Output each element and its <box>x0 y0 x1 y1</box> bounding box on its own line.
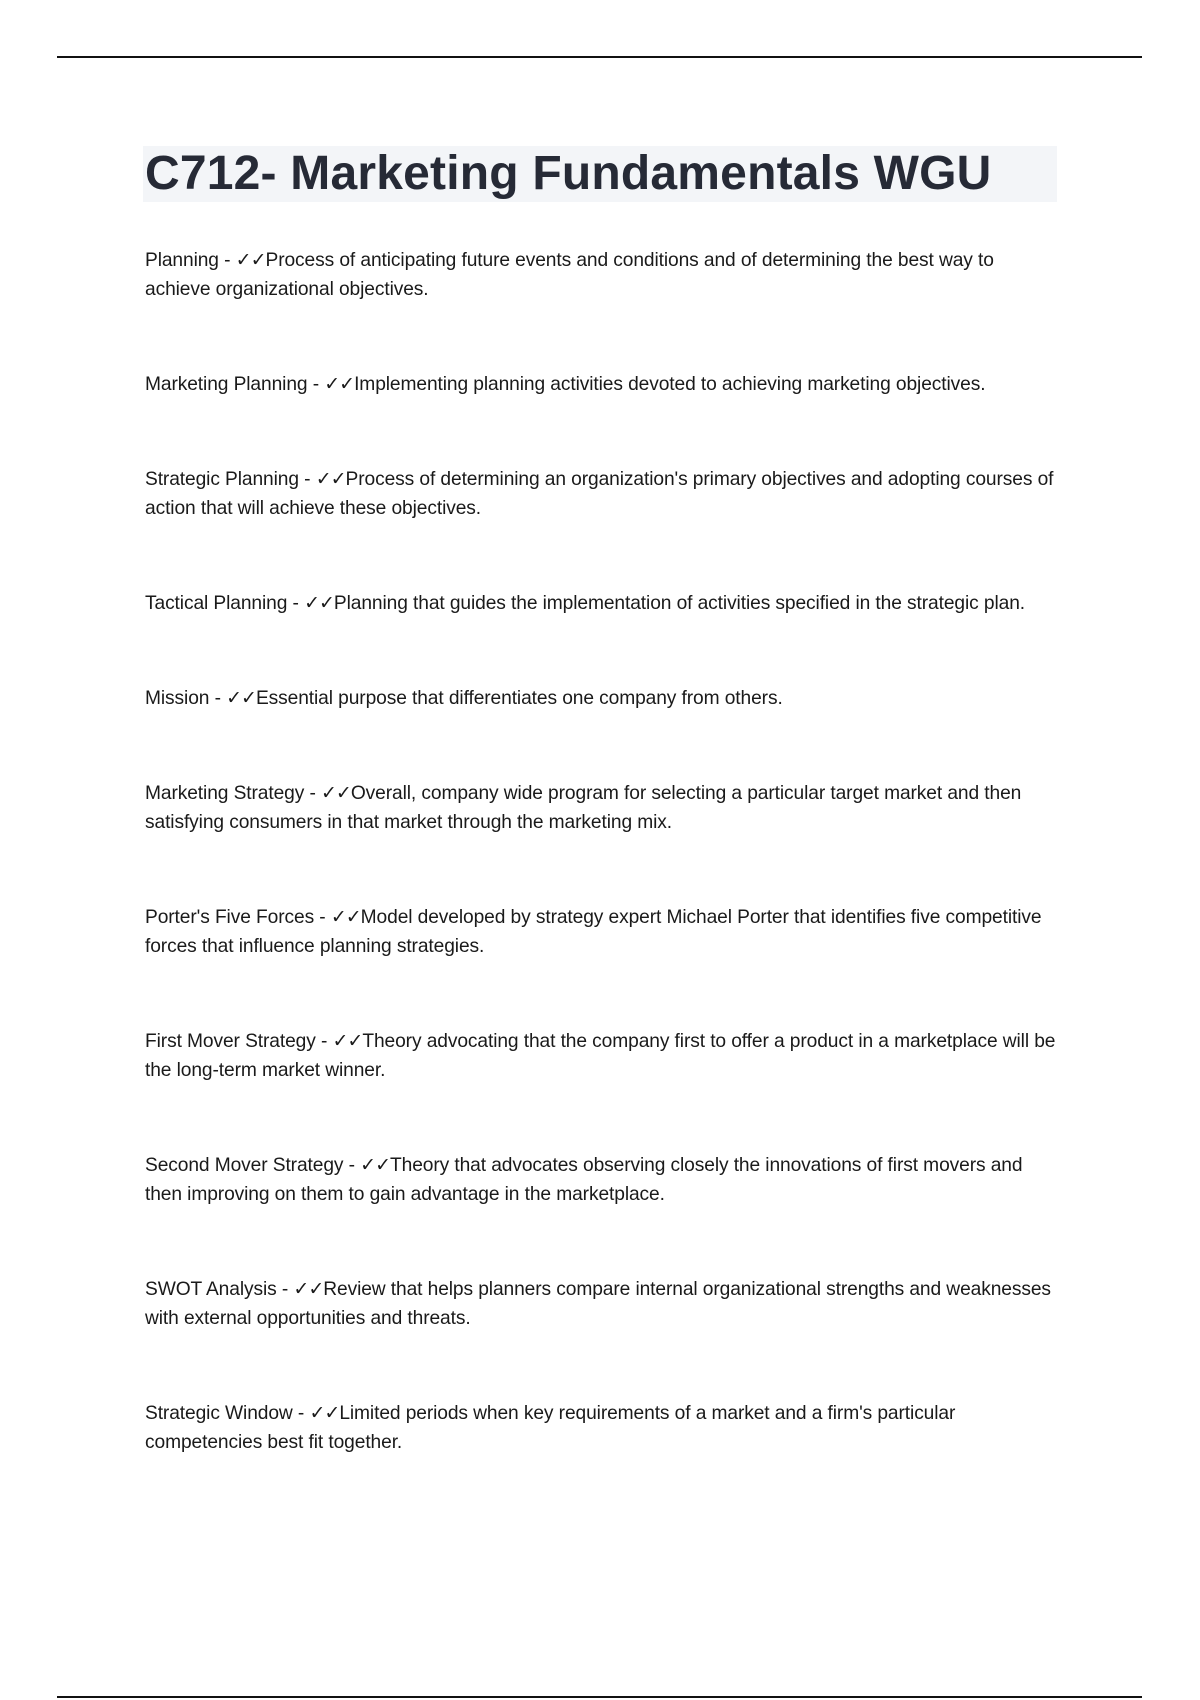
document-title: C712- Marketing Fundamentals WGU <box>145 147 992 200</box>
term: Porter's Five Forces <box>145 907 315 928</box>
top-rule <box>57 56 1142 58</box>
double-check-icon: ✓✓ <box>321 782 351 804</box>
double-check-icon: ✓✓ <box>360 1154 391 1176</box>
double-check-icon: ✓✓ <box>330 906 361 928</box>
term: Tactical Planning <box>145 593 288 614</box>
definition: Implementing planning activities devoted to achieving marketing objectives. <box>354 374 986 395</box>
separator: - <box>304 783 321 804</box>
definition: Planning that guides the implementation of activities specified in the strategic plan. <box>333 593 1025 614</box>
separator: - <box>287 593 305 614</box>
separator: - <box>209 688 227 709</box>
double-check-icon: ✓✓ <box>324 373 355 395</box>
term-entry <box>145 370 1060 399</box>
separator: - <box>307 374 325 395</box>
definition: Limited periods when key requirements of a market and a firm's particular competencies best fit together. <box>145 1403 956 1453</box>
double-check-icon: ✓✓ <box>293 1278 324 1300</box>
separator: - <box>292 1403 310 1424</box>
double-check-icon: ✓✓ <box>309 1402 340 1424</box>
term: Second Mover Strategy <box>145 1155 344 1176</box>
term: Strategic Window <box>145 1403 293 1424</box>
bottom-rule <box>57 1696 1142 1698</box>
term-entry <box>145 903 1060 961</box>
definition: Process of determining an organization's primary objectives and adopting courses of action that will achieve these objectives. <box>145 469 1054 519</box>
definition: Model developed by strategy expert Michael Porter that identifies five competitive forces that influence planning strategies. <box>145 907 1042 957</box>
term: First Mover Strategy <box>145 1031 316 1052</box>
term-entry <box>145 1399 1060 1457</box>
term: SWOT Analysis <box>145 1279 277 1300</box>
separator: - <box>314 907 331 928</box>
title-banner <box>143 146 1057 202</box>
definition: Essential purpose that differentiates one company from others. <box>255 688 783 709</box>
separator: - <box>298 469 316 490</box>
separator: - <box>276 1279 294 1300</box>
term-entry <box>145 465 1060 523</box>
term: Mission <box>145 688 210 709</box>
term: Marketing Planning <box>145 374 308 395</box>
double-check-icon: ✓✓ <box>304 592 334 614</box>
term-list <box>145 246 1060 1523</box>
definition: Review that helps planners compare internal organizational strengths and weaknesses with external opportunities and threats. <box>145 1279 1051 1329</box>
double-check-icon: ✓✓ <box>226 687 256 709</box>
definition: Theory that advocates observing closely the innovations of first movers and then improving on them to gain advantage in the marketplace. <box>145 1155 1023 1205</box>
term: Strategic Planning <box>145 469 299 490</box>
term-entry <box>145 1275 1060 1333</box>
term-entry <box>145 246 1060 304</box>
definition: Theory advocating that the company first to offer a product in a marketplace will be the long-term market winner. <box>145 1031 1056 1081</box>
definition: Overall, company wide program for selecting a particular target market and then satisfying consumers in that market through the marketing mix. <box>145 783 1022 833</box>
term-entry <box>145 684 1060 713</box>
term-entry <box>145 1027 1060 1085</box>
term-entry <box>145 779 1060 837</box>
term-entry <box>145 589 1060 618</box>
separator: - <box>343 1155 361 1176</box>
separator: - <box>315 1031 333 1052</box>
term-entry <box>145 1151 1060 1209</box>
double-check-icon: ✓✓ <box>235 249 266 271</box>
double-check-icon: ✓✓ <box>332 1030 363 1052</box>
separator: - <box>218 250 236 271</box>
double-check-icon: ✓✓ <box>315 468 346 490</box>
term: Planning <box>145 250 219 271</box>
definition: Process of anticipating future events and conditions and of determining the best way to achieve organizational objectives. <box>145 250 994 300</box>
term: Marketing Strategy <box>145 783 305 804</box>
